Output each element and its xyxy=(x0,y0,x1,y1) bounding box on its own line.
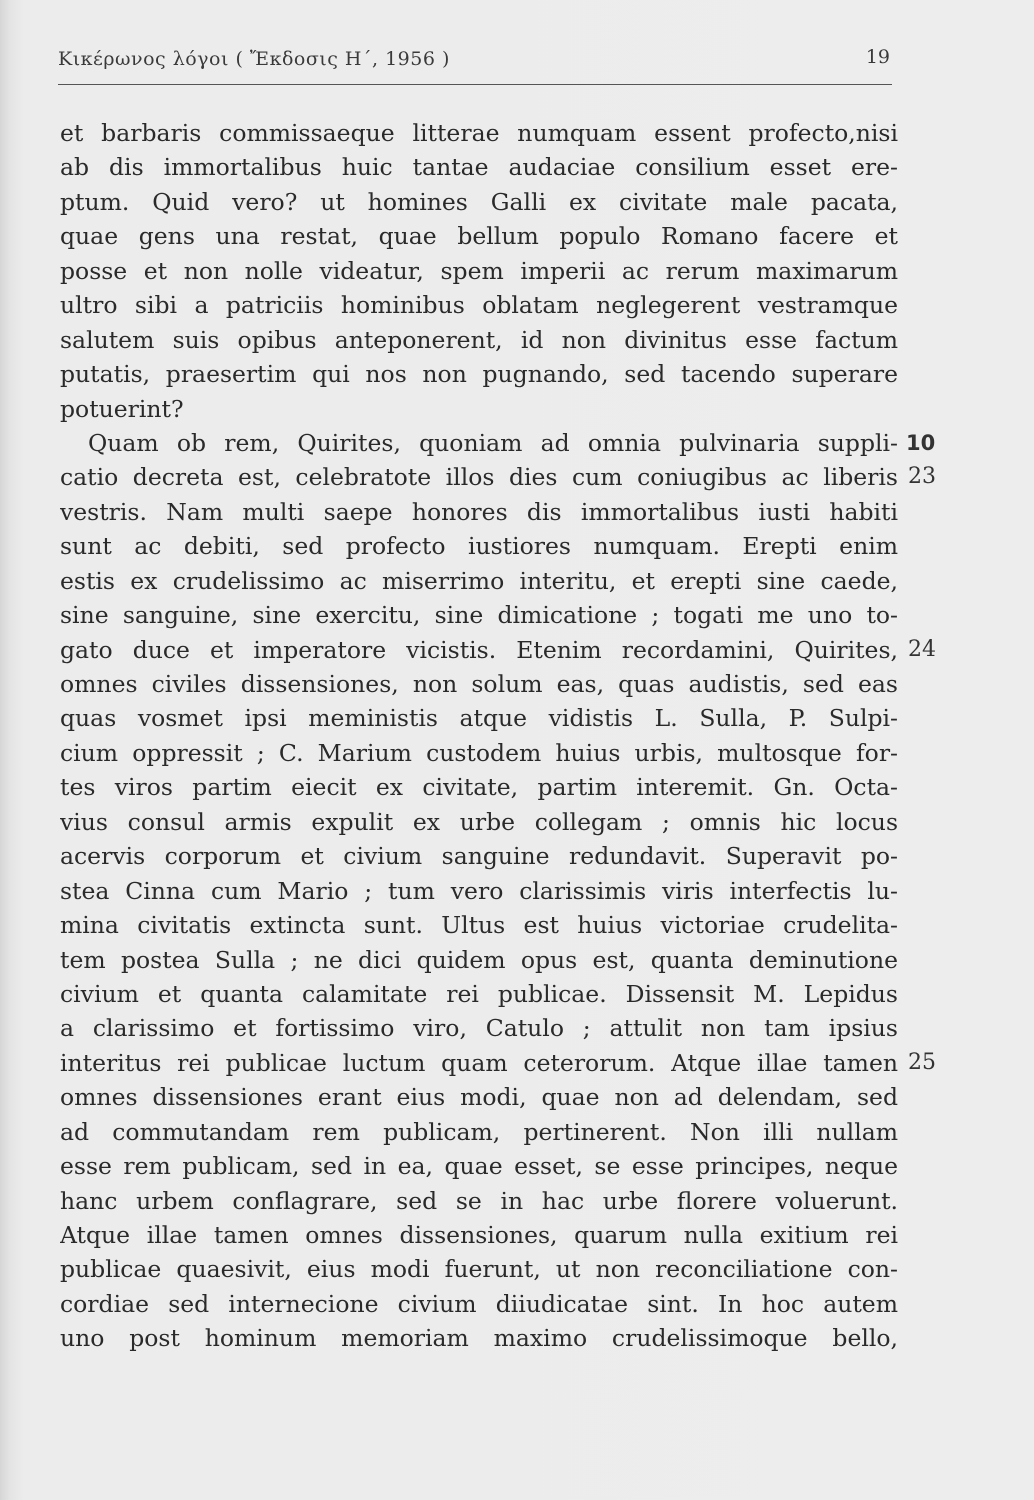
running-head: Κικέρωνος λόγοι ( Ἔκδοσις Η΄, 1956 ) xyxy=(58,48,450,70)
text-line: vius consul armis expulit ex urbe collegam ; omnis hic locus xyxy=(60,807,898,836)
text-line: sunt ac debiti, sed profecto iustiores numquam. Erepti enim xyxy=(60,532,898,561)
text-line: uno post hominum memoriam maximo crudelissimoque bello, xyxy=(60,1324,898,1353)
section-number: 24 xyxy=(908,636,936,662)
text-line: ab dis immortalibus huic tantae audaciae consilium esset ere- xyxy=(60,153,898,182)
text-line: et barbaris commissaeque litterae numquam essent profecto,nisi xyxy=(60,119,898,147)
text-line: mina civitatis extincta sunt. Ultus est huius victoriae crudelita- xyxy=(60,911,898,940)
text-line: cium oppressit ; C. Marium custodem huius urbis, multosque for- xyxy=(60,738,898,767)
text-line: omnes dissensiones erant eius modi, quae non ad delendam, sed xyxy=(60,1083,898,1112)
text-line: posse et non nolle videatur, spem imperii ac rerum maximarum xyxy=(60,256,898,285)
chapter-number: 10 xyxy=(906,430,936,455)
text-line: hanc urbem conflagrare, sed se in hac urbe florere voluerunt. xyxy=(60,1186,898,1215)
text-line: omnes civiles dissensiones, non solum eas, quas audistis, sed eas xyxy=(60,670,898,698)
page-number: 19 xyxy=(865,46,890,68)
text-line: civium et quanta calamitate rei publicae. Dissensit M. Lepidus xyxy=(60,979,898,1008)
text-line: a clarissimo et fortissimo viro, Catulo ; attulit non tam ipsius xyxy=(60,1014,898,1043)
text-line: Atque illae tamen omnes dissensiones, quarum nulla exitium rei xyxy=(60,1221,898,1249)
text-line: quas vosmet ipsi meministis atque vidistis L. Sulla, P. Sulpi- xyxy=(60,704,898,733)
text-line: gato duce et imperatore vicistis. Etenim recordamini, Quirites, 24 xyxy=(60,633,960,667)
text-line: ad commutandam rem publicam, pertinerent. Non illi nullam xyxy=(60,1117,898,1146)
text-line: stea Cinna cum Mario ; tum vero clarissimis viris interfectis lu- xyxy=(60,876,898,905)
text-line: quae gens una restat, quae bellum populo Romano facere et xyxy=(60,222,898,251)
text-line: publicae quaesivit, eius modi fuerunt, ut non reconciliatione con- xyxy=(60,1255,898,1284)
page-header xyxy=(58,44,890,80)
text-line: acervis corporum et civium sanguine redundavit. Superavit po- xyxy=(60,842,898,871)
header-rule xyxy=(58,84,892,85)
section-number: 25 xyxy=(908,1049,936,1075)
text-line: sine sanguine, sine exercitu, sine dimicatione ; togati me uno to- xyxy=(60,601,898,630)
text-line: interitus rei publicae luctum quam ceterorum. Atque illae tamen 25 xyxy=(60,1046,960,1080)
text-line: tes viros partim eiecit ex civitate, partim interemit. Gn. Octa- xyxy=(60,773,898,802)
text-line: putatis, praesertim qui nos non pugnando, sed tacendo superare xyxy=(60,360,898,389)
text-line: Quam ob rem, Quirites, quoniam ad omnia pulvinaria suppli- 10 xyxy=(60,426,960,460)
text-line: vestris. Nam multi saepe honores dis immortalibus iusti habiti xyxy=(60,497,898,526)
text-line: cordiae sed internecione civium diiudicatae sint. In hoc autem xyxy=(60,1289,898,1318)
text-line: salutem suis opibus anteponerent, id non divinitus esse factum xyxy=(60,325,898,354)
text-line: esse rem publicam, sed in ea, quae esset, se esse principes, neque xyxy=(60,1152,898,1181)
text-line: ultro sibi a patriciis hominibus oblatam neglegerent vestramque xyxy=(60,291,898,320)
body-text xyxy=(60,116,960,1356)
text-line: estis ex crudelissimo ac miserrimo interitu, et erepti sine caede, xyxy=(60,566,898,595)
section-number: 23 xyxy=(908,464,936,490)
text-line: catio decreta est, celebratote illos dies cum coniugibus ac liberis 23 xyxy=(60,460,960,494)
text-line: tem postea Sulla ; ne dici quidem opus est, quanta deminutione xyxy=(60,945,898,974)
text-line: ptum. Quid vero? ut homines Galli ex civitate male pacata, xyxy=(60,187,898,216)
text-line: potuerint? xyxy=(60,394,184,423)
